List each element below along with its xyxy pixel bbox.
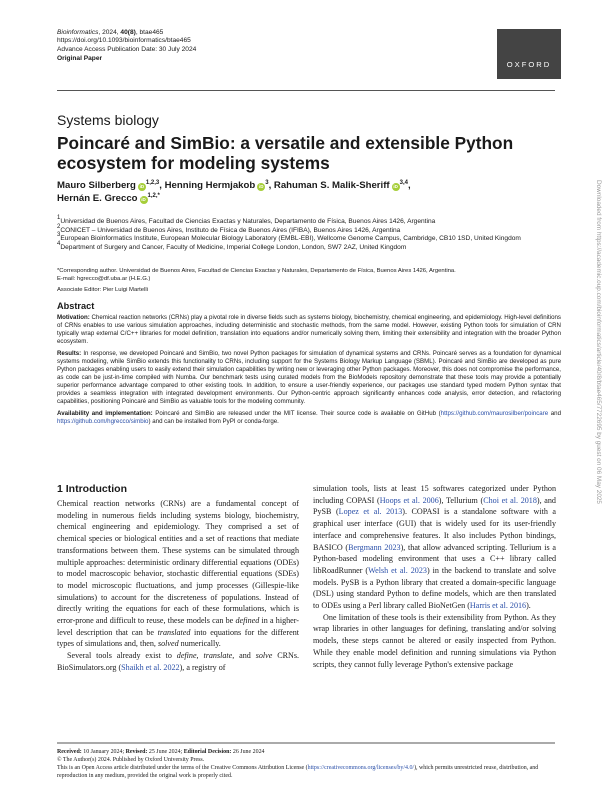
orcid-icon[interactable]: iD: [258, 184, 264, 189]
abstract-results: Results: In response, we developed Poincaré and SimBio, two novel Python packages for simulation of dynamical systems and CRNs. Poincaré serves as a foundation for dynamical systems modeling, while SimBio extends this functionality to CRNs, including support for the Systems Biology Markup Language (SBML). Poincaré and SimBio are developed as pure Python packages enabling users to easily extend their simulation capabilities by writing new or leveraging other Python packages. Moreover, this does not compromise the performance, as code can be just-in-time compiled with Numba. Our benchmark tests using curated models from the BioModels repository demonstrate that these tools may provide a potentially superior performance advantage compared to other existing tools. In addition, to ensure a user-friendly experience, our packages use standard typed modern Python syntax that provides a seamless integration with integrated development environments. Our Python-centric approach significantly enhances code analysis, error detection, and refactoring capabilities, positioning Poincaré and SimBio as valuable tools for the modeling community.: [57, 349, 561, 406]
journal-meta: [57, 29, 196, 63]
citation-link[interactable]: Shaikh et al. 2022: [121, 662, 180, 672]
corresponding-author: *Corresponding author. Universidad de Buenos Aires, Facultad de Ciencias Exactas y Naturales, Departamento de Física, Buenos Aires 1426, Argentina. E-mail: hgrecco@df.uba.ar (H.E.G.): [57, 268, 562, 283]
body-column-right: [313, 483, 556, 670]
citation-link[interactable]: Bergmann 2023: [348, 542, 401, 552]
author[interactable]: Rahuman S. Malik-Sheriff iD$^{3,4}$,: [273, 180, 411, 191]
citation-link[interactable]: Welsh et al. 2023: [368, 565, 427, 575]
author[interactable]: Henning Hermjakob $iD^3$,: [164, 180, 274, 191]
affiliation: $^1$Universidad de Buenos Aires, Facultad de Ciencias Exactas y Naturales, Departamento de Física, Buenos Aires 1426, Argentina: [57, 215, 436, 225]
introduction-heading: 1 Introduction: [57, 483, 127, 495]
orcid-icon[interactable]: iD: [141, 197, 146, 202]
col-break-text: ), a registry of: [179, 662, 226, 672]
affiliation: $^3$European Bioinformatics Institute, European Molecular Biology Laboratory (EMBL-EBI), Wellcome Genome Campus, Cambridge, CB10 1SD, United Kingdom: [57, 232, 521, 243]
body-column-left: [57, 498, 299, 674]
orcid-icon[interactable]: iD: [393, 184, 398, 189]
copyright: © The Author(s) 2024. Published by Oxford University Press.: [57, 757, 205, 764]
paragraph: Several tools already exist to define, translate, and solve CRNs. BioSimulators.org (Shaikh et al. 2022), a registry of: [57, 651, 300, 672]
paragraph: One limitation of these tools is their extensibility from Python. As they wrap libraries in other languages for defining, translating and/or solving models, these steps cannot be altered or easily inspected from Python. While they enable model definition and running simulations via Python scripts, they cannot fully leverage Python's extensive package: [313, 612, 556, 669]
license-link[interactable]: https://creativecommons.org/licenses/by/4.0/: [307, 765, 415, 772]
dates-line: Received: 10 January 2024; Revised: 25 June 2024; Editorial Decision: 26 June 2024: [57, 749, 265, 755]
paragraph: simulation tools, lists at least 15 softwares categorized under Python including COPASI (Hoops et al. 2006), Tellurium (Choi et al. 2018), and PySB (Lopez et al. 2013). COPASI is a standalone software with a graphical user interface (GUI) that is widely used for its user-friendly interface and comprehensive features. It also includes Python bindings, BASICO (Bergmann 2023), that allow advanced scripting. Tellurium is a Python-based modeling environment that uses a C++ library called libRoadRunner (Welsh et al. 2023) in the backend to translate and solve models. PySB is a Python library that created a domain-specific language (DSL) using standard Python to define models, which are then translated to ODEs using a Perl library called BioNetGen (Harris et al. 2016).: [313, 484, 557, 611]
affiliation: $^4$Department of Surgery and Cancer, Faculty of Medicine, Imperial College London, London, SW7 2AZ, United Kingdom: [57, 240, 407, 251]
citation-link[interactable]: Lopez et al. 2013: [338, 507, 403, 517]
associate-editor: Associate Editor: Pier Luigi Martelli: [57, 287, 149, 293]
affiliations: [57, 215, 562, 252]
author-list: [57, 179, 557, 205]
citation-link[interactable]: Hoops et al. 2006: [379, 495, 439, 505]
orcid-icon[interactable]: iD: [139, 184, 145, 189]
citation-link[interactable]: Harris et al. 2016: [469, 601, 527, 611]
paragraph: Chemical reaction networks (CRNs) are a fundamental concept of modeling in numerous fields including systems biology, biochemistry, chemical engineering and epidemiology. They comprised a set of chemical species or biological entities and a set of reactions that mediate transformations between them. These systems can be simulated through multiple approaches: deterministic ordinary differential equations (ODEs) to model macroscopic behavior, stochastic differential equations (SDEs) to model microscopic fluctuations, and jump processes (Gillespie-like simulations) to account for the discreteness of populations. Instead of directly writing the equations for each of these formulations, which is error-prone and difficult to reuse, these models can be defined in a higher-level description that can be translated into equations for the different types of simulations and, then, solved numerically.: [57, 499, 300, 649]
abstract-motivation: Motivation: Chemical reaction networks (CRNs) play a pivotal role in diverse fields such as systems biology, biochemistry, chemical engineering, and epidemiology. High-level definitions of CRNs enables to use various simulation approaches, including deterministic and stochastic methods, from the same model. However, existing Python tools for simulation of CRN typically wrap external C/C++ libraries for model definition, translation into equations and/or numerically solving them, limiting their extensibility and integration with the broader Python ecosystem.: [57, 314, 561, 346]
oxford-logo: OXFORD: [497, 29, 561, 79]
download-watermark: Downloaded from https://academic.oup.com/bioinformatics/article/40/8/btae465/7722695 by guest on 06 May 2025: [595, 180, 602, 504]
publication-date: Advance Access Publication Date: 30 July 2024: [57, 45, 197, 53]
affiliation: $^2$CONICET – Universidad de Buenos Aires, Instituto de Física de Buenos Aires (IFIBA), Buenos Aires 1426, Argentina: [57, 223, 401, 234]
author[interactable]: Hernán E. Grecco $iD^{1,2,*}$: [57, 193, 160, 204]
section-heading: Systems biology: [57, 112, 159, 128]
abstract-heading: Abstract: [57, 301, 95, 311]
citation-link[interactable]: Choi et al. 2018: [483, 495, 537, 505]
citation-line: Bioinformatics, 2024, 40(8), btae465: [57, 29, 164, 36]
article-type: Original Paper: [57, 54, 103, 62]
continued-text: simulation tools, lists at least 15 softwares categorized under Python including COPASI (: [313, 484, 556, 505]
license: This is an Open Access article distributed under the terms of the Creative Commons Attribution License (https://creativecommons.org/licenses/by/4.0/), which permits unrestricted reuse, distribution, and reproduction in any medium, provided the original work is properly cited.: [57, 765, 539, 780]
paper-title: Poincaré and SimBio: a versatile and extensible Python ecosystem for modeling systems: [57, 133, 514, 173]
article-footer: [57, 748, 562, 780]
doi-link[interactable]: https://doi.org/10.1093/bioinformatics/btae465: [57, 37, 191, 45]
simbio-github-link[interactable]: https://github.com/hgrecco/simbio: [57, 418, 149, 426]
abstract-availability: Availability and implementation: Poincaré and SimBio are released under the MIT license. Their source code is available on GitHub (https://github.com/maurosilber/poincare and https://github.com/hgrecco/simbio) and can be installed from PyPI or conda-forge.: [57, 410, 561, 426]
header-divider: [57, 90, 555, 91]
footer-divider: [57, 742, 555, 744]
abstract-body: [57, 314, 561, 430]
email[interactable]: E-mail: hgrecco@df.uba.ar (H.E.G.): [57, 275, 151, 282]
poincare-github-link[interactable]: https://github.com/maurosilber/poincare: [440, 410, 549, 418]
author[interactable]: Mauro Silberberg iD$^{1,2,3}$,: [57, 180, 165, 191]
